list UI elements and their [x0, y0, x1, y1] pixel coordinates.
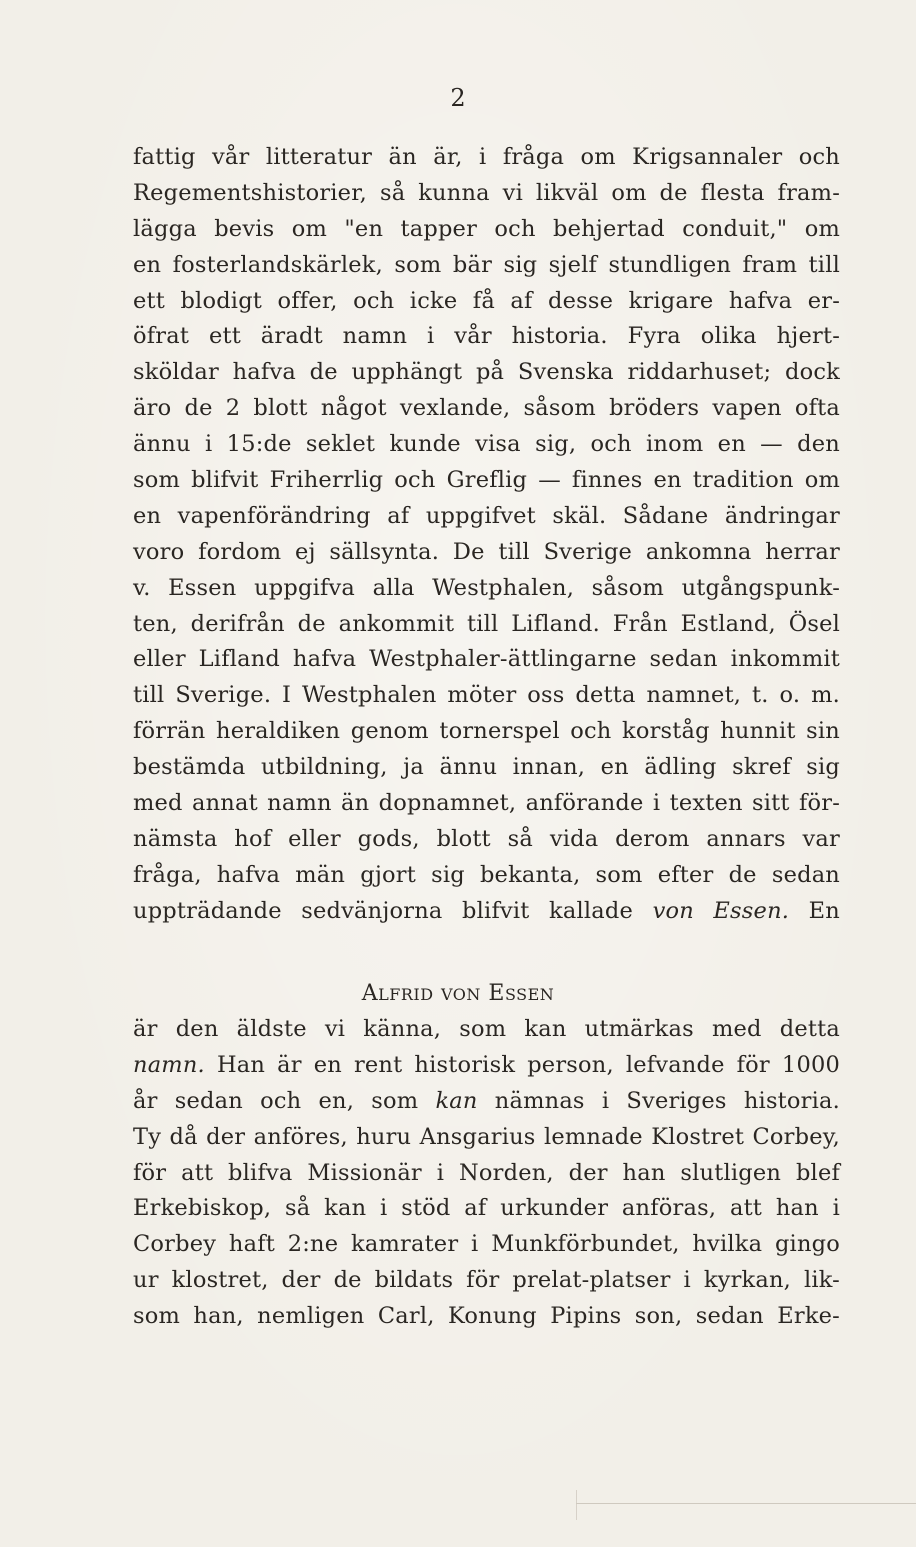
heading-smallcaps: LFRID: [378, 985, 434, 1004]
text-line: Erkebiskop, så kan i stöd af urkunder anföras, att han i: [133, 1195, 840, 1222]
text-line: till Sverige. I Westphalen möter oss detta namnet, t. o. m.: [133, 682, 840, 709]
text-segment: Han är en rent historisk person, lefvande för 1000: [216, 1051, 840, 1078]
text-line: ur klostret, der de bildats för prelat-platser i kyrkan, lik-: [133, 1267, 840, 1294]
heading-initial: A: [361, 981, 379, 1006]
text-line: är den äldste vi känna, som kan utmärkas med detta: [133, 1016, 840, 1042]
heading-smallcaps: SSEN: [504, 985, 555, 1004]
text-line: fråga, hafva män gjort sig bekanta, som efter de sedan: [133, 861, 840, 888]
page-edge-mark: [576, 1490, 577, 1520]
text-line: som blifvit Friherrlig och Greflig — finnes en tradition om: [133, 467, 840, 494]
text-line: äro de 2 blott något vexlande, såsom bröders vapen ofta: [133, 395, 840, 422]
text-line-with-italic: [133, 894, 840, 930]
italic-word: namn.: [133, 1051, 205, 1078]
text-line: v. Essen uppgifva alla Westphalen, såsom utgångspunk-: [133, 574, 840, 601]
heading-smallcaps: VON: [441, 985, 481, 1004]
section-heading: [0, 978, 916, 1011]
page-edge-rule: [576, 1503, 916, 1504]
text-line: en vapenförändring af uppgifvet skäl. Sådane ändringar: [133, 502, 840, 529]
text-line: öfrat ett äradt namn i vår historia. Fyra olika hjert-: [133, 323, 840, 350]
italic-name: von Essen.: [652, 897, 790, 924]
text-line: nämsta hof eller gods, blott så vida derom annars var: [133, 825, 840, 852]
italic-word: kan: [435, 1087, 478, 1114]
text-segment: nämnas i Sveriges historia.: [494, 1087, 840, 1114]
text-line: ett blodigt offer, och icke få af desse krigare hafva er-: [133, 287, 840, 314]
text-line: Corbey haft 2:ne kamrater i Munkförbundet, hvilka gingo: [133, 1231, 840, 1258]
heading-initial: E: [488, 981, 505, 1006]
text-line: Regementshistorier, så kunna vi likväl om de flesta fram-: [133, 179, 840, 206]
text-line: sköldar hafva de upphängt på Svenska riddarhuset; dock: [133, 359, 840, 386]
text-line: som han, nemligen Carl, Konung Pipins son, sedan Erke-: [133, 1303, 840, 1330]
text-line: ten, derifrån de ankommit till Lifland. Från Estland, Ösel: [133, 610, 840, 637]
text-segment: uppträdande sedvänjorna blifvit kallade: [133, 897, 634, 924]
text-line: förrän heraldiken genom tornerspel och korståg hunnit sin: [133, 718, 840, 745]
text-line-with-italic: [133, 1048, 840, 1084]
text-line: med annat namn än dopnamnet, anförande i texten sitt för-: [133, 790, 840, 817]
text-line: bestämda utbildning, ja ännu innan, en ädling skref sig: [133, 754, 840, 781]
text-line: för att blifva Missionär i Norden, der han slutligen blef: [133, 1159, 840, 1186]
paragraph-2: [133, 1012, 840, 1335]
text-segment: år sedan och en, som: [133, 1087, 419, 1114]
text-segment: En: [808, 897, 840, 924]
text-line: voro fordom ej sällsynta. De till Sverige ankomna herrar: [133, 538, 840, 565]
text-line: Ty då der anföres, huru Ansgarius lemnade Klostret Corbey,: [133, 1123, 840, 1150]
text-line: lägga bevis om "en tapper och behjertad conduit," om: [133, 215, 840, 242]
text-line: eller Lifland hafva Westphaler-ättlingarne sedan inkommit: [133, 646, 840, 673]
text-line-with-italic: [133, 1084, 840, 1120]
text-line: en fosterlandskärlek, som bär sig sjelf stundligen fram till: [133, 251, 840, 278]
text-line: fattig vår litteratur än är, i fråga om Krigsannaler och: [133, 144, 840, 170]
text-line: ännu i 15:de seklet kunde visa sig, och inom en — den: [133, 431, 840, 458]
paragraph-1: [133, 140, 840, 930]
page-number: 2: [450, 84, 466, 112]
